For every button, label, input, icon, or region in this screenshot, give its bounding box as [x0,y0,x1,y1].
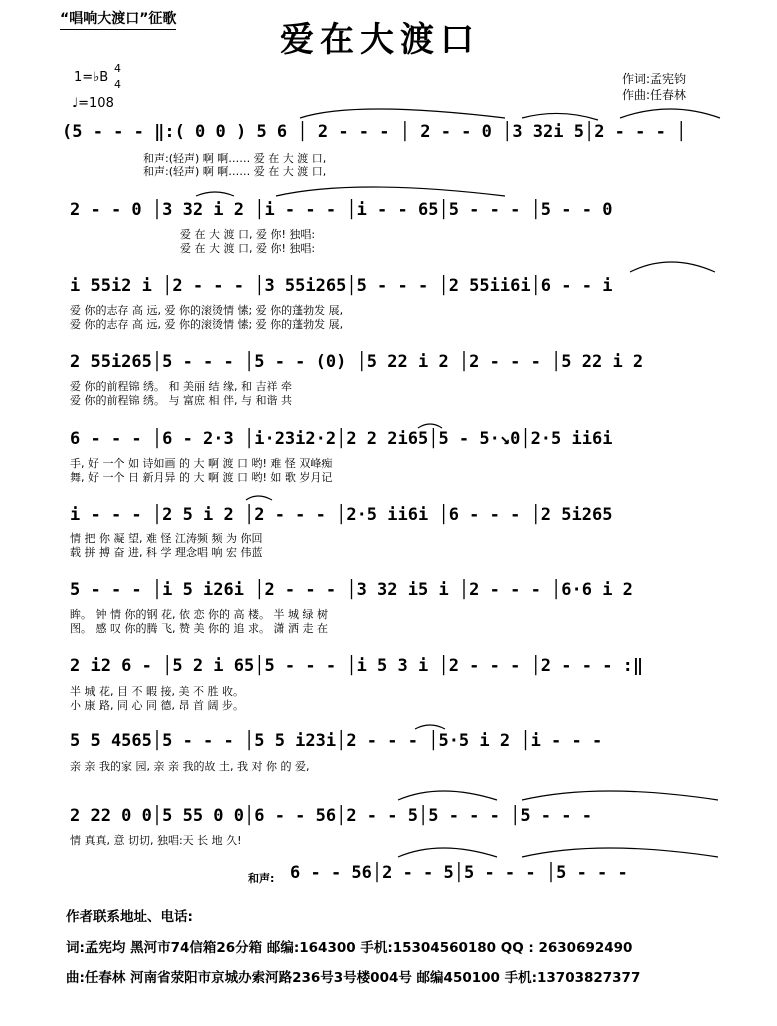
lyric-line-5a: 手, 好 一个 如 诗如画 的 大 啊 渡 口 哟! 难 怪 双峰痴 [70,457,333,470]
score-line-9: 5 5 4565│5 - - - │5 5 i23i│2 - - - │5·5 i 2 │i - - - [70,731,603,751]
composer-contact: 曲:任春林 河南省荥阳市京城办索河路236号3号楼004号 邮编450100 手机:13703827377 [66,970,641,986]
lyric-line-1a: 和声:(轻声) 啊 啊…… 爱 在 大 渡 口, [143,152,327,165]
contest-banner: “唱响大渡口”征歌 [60,8,176,30]
lyric-line-2b: 爱 在 大 渡 口, 爱 你! 独唱: [180,242,316,255]
key-signature: 1=♭B [74,70,109,85]
score-line-10: 2 22 0 0│5 55 0 0│6 - - 56│2 - - 5│5 - - - │5 - - - [70,806,592,826]
composer-credit: 作曲:任春林 [622,88,687,102]
lyric-line-1b: 和声:(轻声) 啊 啊…… 爱 在 大 渡 口, [143,165,327,178]
score-line-6: i - - - │2 5 i 2 │2 - - - │2·5 ii6i │6 - - - │2 5i265 [70,505,613,525]
score-line-1: (5 - - - ‖:( 0 0 ) 5 6 │ 2 - - - │ 2 - - 0 │3 32i 5│2 - - - │ [62,122,687,142]
score-line-8: 2 i2 6 - │5 2 i 65│5 - - - │i 5 3 i │2 - - - │2 - - - :‖ [70,656,644,676]
quarter-note-icon: ♩ [72,96,79,111]
lyricist-credit: 作词:孟宪钧 [622,72,687,86]
lyric-line-4a: 爱 你的前程锦 绣。 和 美丽 结 缘, 和 吉祥 牵 [70,380,292,393]
lyric-line-6a: 情 把 你 凝 望, 难 怪 江涛频 频 为 你回 [70,532,263,545]
lyric-line-8a: 半 城 花, 目 不 暇 接, 美 不 胜 收。 [70,685,244,698]
lyric-line-3b: 爱 你的志存 高 远, 爱 你的滚烫情 愫; 爱 你的蓬勃发 展, [70,318,344,331]
lyricist-contact: 词:孟宪均 黑河市74信箱26分箱 邮编:164300 手机:15304560180 QQ : 2630692490 [66,940,633,956]
score-line-3: i 55i2 i │2 - - - │3 55i265│5 - - - │2 55ii6i│6 - - i [70,276,613,296]
tempo-marking: ♩=108 [72,96,114,111]
lyric-line-7b: 图。 感 叹 你的腾 飞, 赞 美 你的 追 求。 潇 洒 走 在 [70,622,328,635]
lyric-line-6b: 载 拼 搏 奋 进, 科 学 理念唱 响 宏 伟蓝 [70,546,263,559]
song-title: 爱在大渡口 [280,20,480,60]
lyric-line-4b: 爱 你的前程锦 绣。 与 富庶 相 伴, 与 和谐 共 [70,394,292,407]
score-line-2: 2 - - 0 │3 32 i 2 │i - - - │i - - 65│5 - - - │5 - - 0 [70,200,613,220]
lyric-line-10: 情 真真, 意 切切, 独唱:天 长 地 久! [70,834,242,847]
lyric-line-3a: 爱 你的志存 高 远, 爱 你的滚烫情 愫; 爱 你的蓬勃发 展, [70,304,344,317]
harmony-line: 6 - - 56│2 - - 5│5 - - - │5 - - - [290,863,628,883]
time-signature-bottom: 4 [114,78,121,91]
lyric-line-7a: 眸。 钟 情 你的钢 花, 依 恋 你的 高 楼。 半 城 绿 树 [70,608,328,621]
contact-heading: 作者联系地址、电话: [66,909,193,925]
harmony-label: 和声: [248,872,275,885]
lyric-line-5b: 舞, 好 一个 日 新月异 的 大 啊 渡 口 哟! 如 歌 岁月记 [70,471,333,484]
lyric-line-9: 亲 亲 我的家 园, 亲 亲 我的故 土, 我 对 你 的 爱, [70,760,310,773]
time-signature-top: 4 [114,62,121,75]
score-line-4: 2 55i265│5 - - - │5 - - (0) │5 22 i 2 │2 - - - │5 22 i 2 [70,352,644,372]
score-line-5: 6 - - - │6 - 2·3 │i·23i2·2│2 2 2i65│5 - 5·↘0│2·5 ii6i [70,429,613,449]
lyric-line-2a: 爱 在 大 渡 口, 爱 你! 独唱: [180,228,316,241]
score-line-7: 5 - - - │i 5 i26i │2 - - - │3 32 i5 i │2 - - - │6·6 i 2 [70,580,633,600]
lyric-line-8b: 小 康 路, 同 心 同 德, 昂 首 阔 步。 [70,699,244,712]
